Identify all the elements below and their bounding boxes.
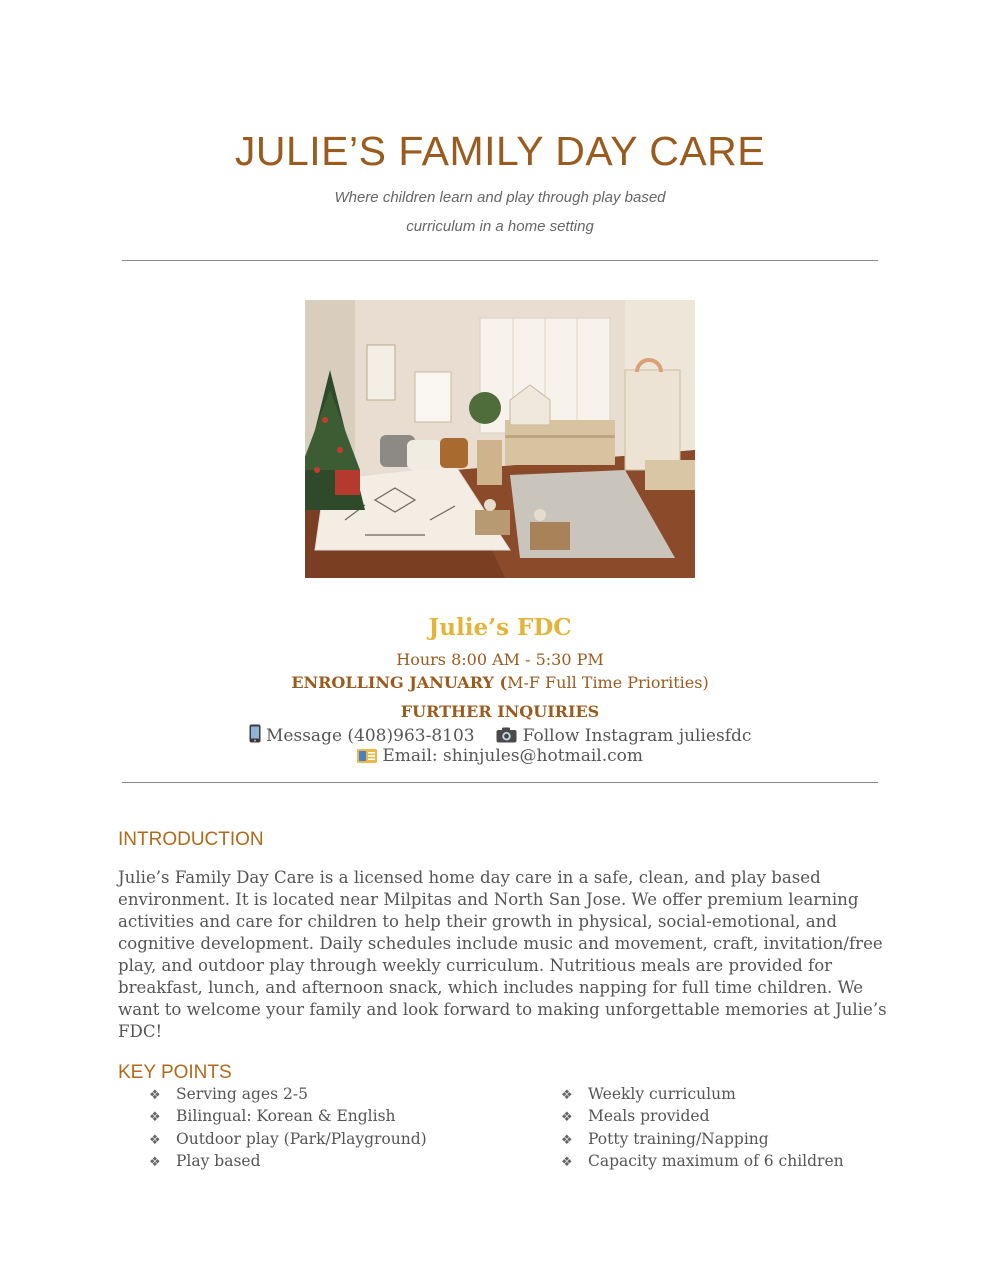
- diamond-bullet-icon: ❖: [561, 1088, 573, 1103]
- divider-top: [122, 260, 878, 261]
- mobile-phone-icon: [249, 724, 261, 748]
- diamond-bullet-icon: ❖: [149, 1110, 161, 1126]
- key-points-right-list: [561, 1084, 844, 1173]
- email-icon: [357, 748, 377, 768]
- key-points-heading: KEY POINTS: [118, 1062, 232, 1083]
- list-item: ❖ Outdoor play (Park/Playground): [149, 1129, 427, 1151]
- instagram-link[interactable]: Follow Instagram juliesfdc: [522, 726, 752, 746]
- message-link[interactable]: Message (408)963-8103: [266, 726, 475, 746]
- email-link[interactable]: Email: shinjules@hotmail.com: [382, 746, 643, 766]
- key-points-left-list: [149, 1084, 427, 1173]
- daycare-room-photo: [305, 300, 695, 578]
- tagline-line-1: Where children learn and play through play based: [334, 189, 666, 206]
- diamond-bullet-icon: ❖: [149, 1154, 161, 1170]
- list-item: ❖ Play based: [149, 1151, 427, 1173]
- contact-line: [0, 724, 1000, 748]
- introduction-body: Julie’s Family Day Care is a licensed home day care in a safe, clean, and play based environment. It is located near Milpitas and North San Jose. We offer premium learning activities and care for children to help their growth in physical, social-emotional, and cognitive development. Daily schedules include music and movement, craft, invitation/free play, and outdoor play through weekly curriculum. Nutritious meals are provided for breakfast, lunch, and afternoon snack, which includes napping for full time children. We want to welcome your family and look forward to making unforgettable memories at Julie’s FDC!: [118, 868, 887, 1041]
- list-item: ❖ Bilingual: Korean & English: [149, 1106, 427, 1128]
- daycare-name: Julie’s FDC: [428, 614, 572, 641]
- introduction-heading: INTRODUCTION: [118, 829, 264, 850]
- email-line: [0, 746, 1000, 768]
- inquiries-heading: FURTHER INQUIRIES: [400, 702, 600, 721]
- diamond-bullet-icon: ❖: [149, 1132, 161, 1148]
- list-item: ❖ Potty training/Napping: [561, 1129, 844, 1151]
- list-item: ❖ Capacity maximum of 6 children: [561, 1151, 844, 1173]
- page-title: JULIE’S FAMILY DAY CARE: [234, 128, 766, 174]
- diamond-bullet-icon: ❖: [561, 1110, 573, 1126]
- diamond-bullet-icon: ❖: [561, 1132, 573, 1148]
- divider-bottom: [122, 782, 878, 783]
- list-item: ❖ Serving ages 2-5: [149, 1084, 427, 1106]
- enrolling-bold: ENROLLING JANUARY (: [291, 673, 508, 692]
- tagline-line-2: curriculum in a home setting: [406, 218, 594, 235]
- list-item: ❖ Weekly curriculum: [561, 1084, 844, 1106]
- enrolling-text: [0, 673, 1000, 692]
- diamond-bullet-icon: ❖: [561, 1154, 573, 1170]
- list-item: ❖ Meals provided: [561, 1106, 844, 1128]
- camera-icon: [496, 727, 517, 748]
- diamond-bullet-icon: ❖: [149, 1088, 161, 1103]
- enrolling-details: M-F Full Time Priorities): [507, 673, 709, 692]
- hours-text: Hours 8:00 AM - 5:30 PM: [396, 650, 604, 669]
